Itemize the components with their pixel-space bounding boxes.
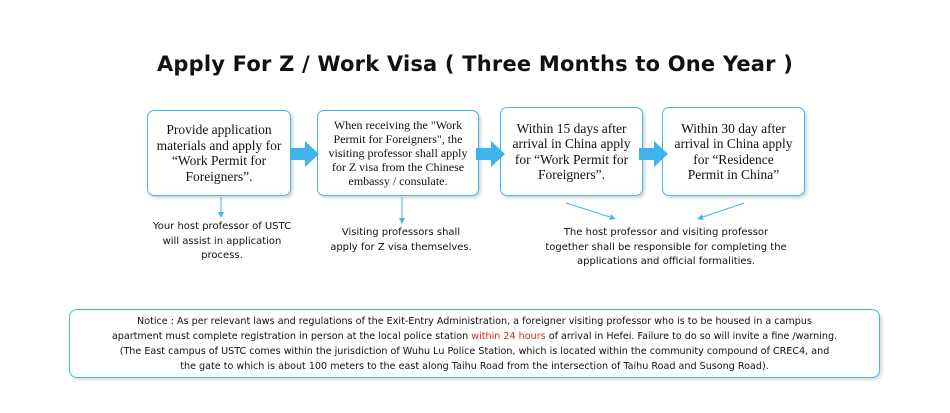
flow-arrow-right-icon [639, 141, 669, 167]
page-title: Apply For Z / Work Visa ( Three Months to One Year ) [156, 52, 794, 76]
step-text-line: Within 30 day after [681, 120, 786, 136]
step-text-line: Provide application [166, 122, 272, 137]
step-text-line: Foreigners”. [537, 167, 606, 182]
note-text-line: together shall be responsible for completing the [545, 241, 787, 253]
note-joint-responsibility [516, 226, 816, 270]
step-text-line: Permit in China” [687, 167, 780, 182]
step-text-line: Permit for Foreigners", the [333, 132, 463, 146]
step-text-line: “Work Permit for [171, 153, 267, 168]
step-text-line: embassy / consulate. [348, 174, 448, 188]
step-text-line: Within 15 days after [516, 120, 627, 136]
step-box-work-permit-in-china [500, 107, 643, 196]
step-box-work-permit-application [147, 110, 291, 196]
notice-line [74, 329, 875, 344]
step-text-line: When receiving the "Work [333, 118, 463, 132]
step-text-line: materials and apply for [156, 137, 282, 153]
notice-line-text: apartment must complete registration in person at the local police station [111, 330, 472, 342]
note-text-line: Visiting professors shall [341, 227, 461, 238]
connector-line [700, 203, 744, 218]
notice-line: (The East campus of USTC comes within the jurisdiction of Wuhu Lu Police Station, which is located within the community compound of CREC4, and [119, 345, 830, 357]
note-visiting-professor-apply [316, 226, 486, 255]
step-text-line: Foreigners”. [185, 168, 253, 184]
note-text-line: apply for Z visa themselves. [330, 241, 472, 253]
notice-highlight: within 24 hours [471, 330, 546, 342]
step-text-line: arrival in China apply [512, 136, 631, 151]
step-box-z-visa-application [317, 110, 479, 196]
step-box-residence-permit [662, 107, 805, 196]
step-text-line: for “Work Permit for [514, 151, 629, 167]
step-text-line: for Z visa from the Chinese [331, 160, 465, 174]
note-text-line: will assist in application [162, 235, 282, 247]
notice-line: Notice : As per relevant laws and regulations of the Exit-Entry Administration, a foreigner visiting professor who is to be housed in a campus [137, 315, 812, 327]
connector-line [566, 203, 613, 218]
flow-arrow-right-icon [476, 141, 506, 167]
note-text-line: Your host professor of USTC [152, 221, 292, 232]
step-text-line: arrival in China apply [674, 136, 793, 151]
notice-line-text: of arrival in Hefei. Failure to do so will invite a fine /warning. [545, 330, 838, 342]
note-text-line: applications and official formalities. [577, 256, 755, 267]
notice-box [69, 309, 880, 378]
flow-arrow-right-icon [290, 141, 320, 167]
notice-line: the gate to which is about 100 meters to the east along Taihu Road from the intersection of Taihu Road and Susong Road). [180, 360, 769, 372]
note-text-line: The host professor and visiting professor [563, 227, 769, 238]
note-host-professor-assist [132, 220, 312, 264]
step-text-line: for “Residence [693, 151, 774, 167]
note-text-line: process. [201, 250, 243, 261]
step-text-line: visiting professor shall apply [328, 146, 468, 160]
